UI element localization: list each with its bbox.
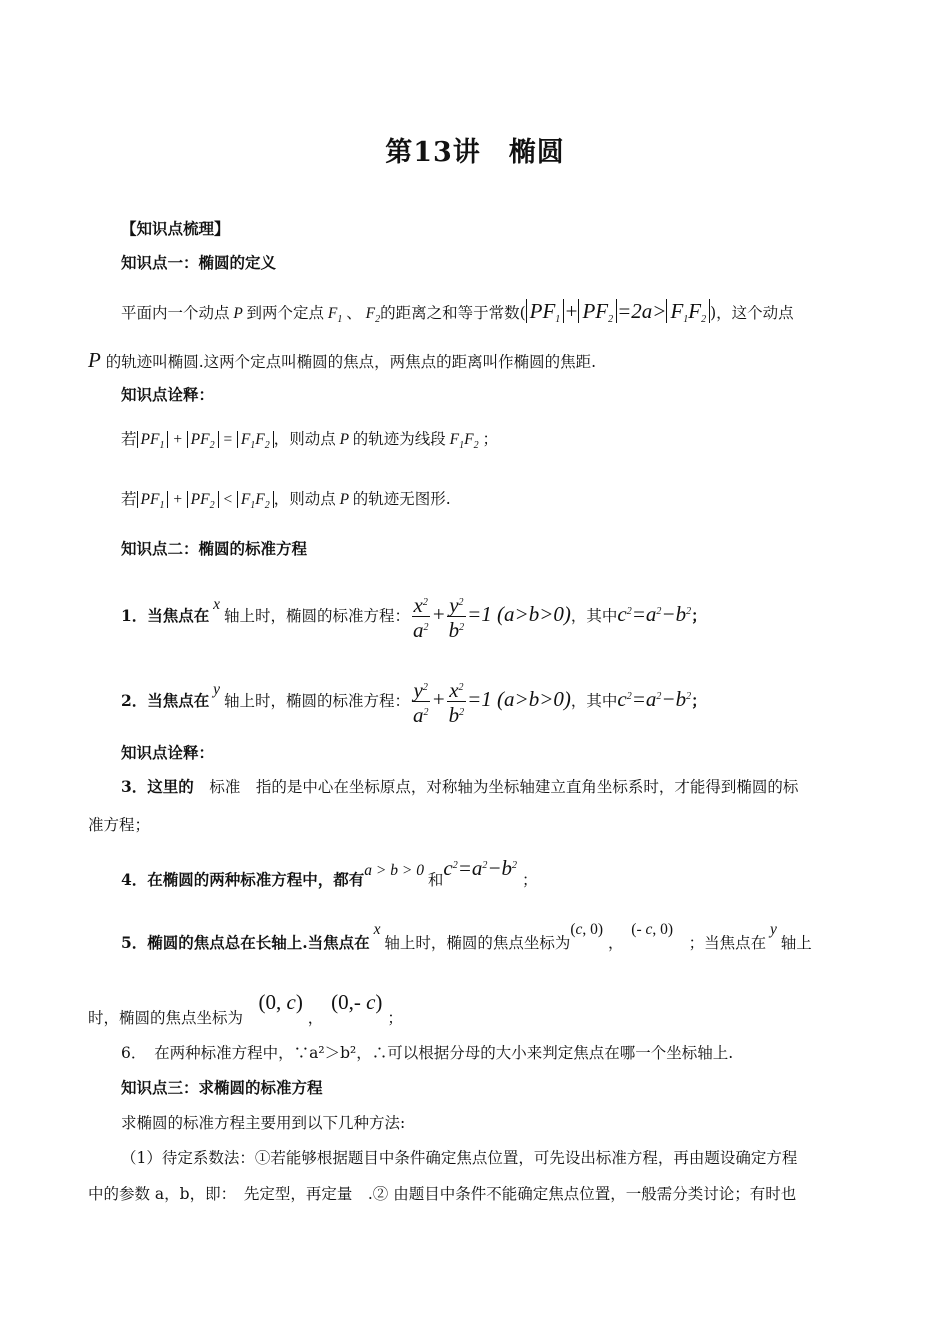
math-less-condition: $PF_1 + PF_2 < F_1F_2$ xyxy=(137,491,274,508)
text: 1．当焦点在 xyxy=(121,606,210,625)
math-y: y xyxy=(209,681,224,698)
text: 标准 xyxy=(209,778,241,796)
math-c2: $c^2=a^2-b^2$ xyxy=(617,687,692,711)
text: ，则动点 xyxy=(273,490,336,508)
math-equal-condition: $PF_1 + PF_2 = F_1F_2$ xyxy=(137,431,274,448)
kp3-p1: 求椭圆的标准方程主要用到以下几种方法: xyxy=(121,1114,406,1132)
text: ， xyxy=(307,1009,316,1027)
math-focus-neg-c0: (- c, 0) xyxy=(631,921,674,938)
text: 的轨迹为线段 xyxy=(352,430,446,448)
kp3-p2: （1）待定系数法：①若能够根据题目中条件确定焦点位置，可先设出标准方程，再由题设确定方程 xyxy=(121,1149,798,1167)
text: 5．椭圆的焦点总在长轴上.当焦点在 xyxy=(121,933,370,952)
text: 到两个定点 xyxy=(246,304,324,322)
math-y: y xyxy=(766,921,781,938)
page-title: 第13讲 椭圆 xyxy=(385,137,565,168)
math-F1: $F_1$ xyxy=(323,305,343,325)
math-focus-c0: (c, 0) xyxy=(570,921,604,938)
text: 若 xyxy=(121,490,137,508)
kp2-item5-cont xyxy=(88,980,403,1040)
text: ； xyxy=(387,1009,403,1027)
text: )，这个动点 xyxy=(710,304,794,322)
math-F1F2: $F_1F_2$ xyxy=(445,431,479,451)
text: 的轨迹叫椭圆.这两个定点叫椭圆的焦点，两焦点的距离叫作椭圆的焦距. xyxy=(105,353,597,371)
kp2-item6: 6． 在两种标准方程中，∵a²＞b²，∴可以根据分母的大小来判定焦点在哪一个坐标轴上. xyxy=(121,1044,734,1062)
kp3-p3: 中的参数 a，b，即： 先定型，再定量 .② 由题目中条件不能确定焦点位置，一般需分类讨论；有时也 xyxy=(88,1185,797,1203)
text: 、 xyxy=(346,304,362,322)
text: 平面内一个动点 xyxy=(121,304,230,322)
text: ；当焦点在 xyxy=(688,934,767,952)
math-P: P xyxy=(335,491,353,508)
math-P: P xyxy=(229,305,247,322)
text: ； xyxy=(691,691,707,710)
kp3-heading: 知识点三：求椭圆的标准方程 xyxy=(121,1078,323,1097)
kp2-item3 xyxy=(121,776,798,798)
kp2-item1 xyxy=(121,575,707,646)
text: ，其中 xyxy=(570,692,618,710)
math-a-b-0: a > b > 0 xyxy=(364,862,428,879)
text: ； xyxy=(521,871,538,889)
text: 的距离之和等于常数( xyxy=(380,304,526,322)
section-header: 【知识点梳理】 xyxy=(121,219,230,238)
kp1-note1 xyxy=(121,428,498,457)
text: 指的是中心在坐标原点，对称轴为坐标轴建立直角坐标系时，才能得到椭圆的标 xyxy=(255,778,799,796)
text: ， xyxy=(608,934,616,952)
kp2-item4 xyxy=(121,846,537,900)
kp2-note-heading: 知识点诠释： xyxy=(121,743,215,762)
text: 3．这里的 xyxy=(121,777,194,796)
text: 轴上时，椭圆的标准方程： xyxy=(223,692,410,710)
kp2-item3-cont: 准方程； xyxy=(88,816,151,834)
math-P: P xyxy=(335,431,353,448)
kp2-item5 xyxy=(121,905,812,968)
kp1-note2 xyxy=(121,488,451,517)
kp1-definition-line2 xyxy=(88,349,596,373)
text: 4．在椭圆的两种标准方程中，都有 xyxy=(121,870,365,889)
text: ，则动点 xyxy=(273,430,336,448)
text: 若 xyxy=(121,430,137,448)
text: ； xyxy=(482,430,498,448)
math-x: x xyxy=(369,921,385,938)
kp1-heading: 知识点一：椭圆的定义 xyxy=(121,253,277,272)
text: 轴上时，椭圆的标准方程： xyxy=(223,607,410,625)
text: 的轨迹无图形. xyxy=(352,490,451,508)
text: ，其中 xyxy=(570,607,618,625)
text: 和 xyxy=(427,871,444,889)
math-focus-0-neg-c: (0,- c) xyxy=(331,990,383,1014)
kp1-note-heading: 知识点诠释： xyxy=(121,385,215,404)
math-x-axis-equation: $\frac{x^2}{a^2}$ + $\frac{y^2}{b^2}$ =1 (a>b>0) xyxy=(412,592,571,642)
text: 轴上 xyxy=(780,934,812,952)
math-sum-condition: $PF_1 + PF_2 =2a> F_1F_2$ xyxy=(526,299,710,323)
text: 时，椭圆的焦点坐标为 xyxy=(88,1009,244,1027)
kp2-heading: 知识点二：椭圆的标准方程 xyxy=(121,539,308,558)
text: ； xyxy=(691,606,707,625)
math-y-axis-equation: $\frac{y^2}{a^2}$ + $\frac{x^2}{b^2}$ =1 (a>b>0) xyxy=(412,677,571,727)
kp2-item2 xyxy=(121,660,707,731)
math-c2: $c^2=a^2-b^2$ xyxy=(617,602,692,626)
math-x: x xyxy=(209,596,224,613)
kp1-definition-line1 xyxy=(121,300,794,331)
math-c2: $c^2=a^2-b^2$ xyxy=(443,856,518,880)
math-F2: $F_2$ xyxy=(361,305,381,325)
text: 2．当焦点在 xyxy=(121,691,210,710)
math-P: P xyxy=(88,348,106,372)
text: 轴上时，椭圆的焦点坐标为 xyxy=(384,934,571,952)
math-focus-0c: (0, c) xyxy=(258,990,303,1014)
